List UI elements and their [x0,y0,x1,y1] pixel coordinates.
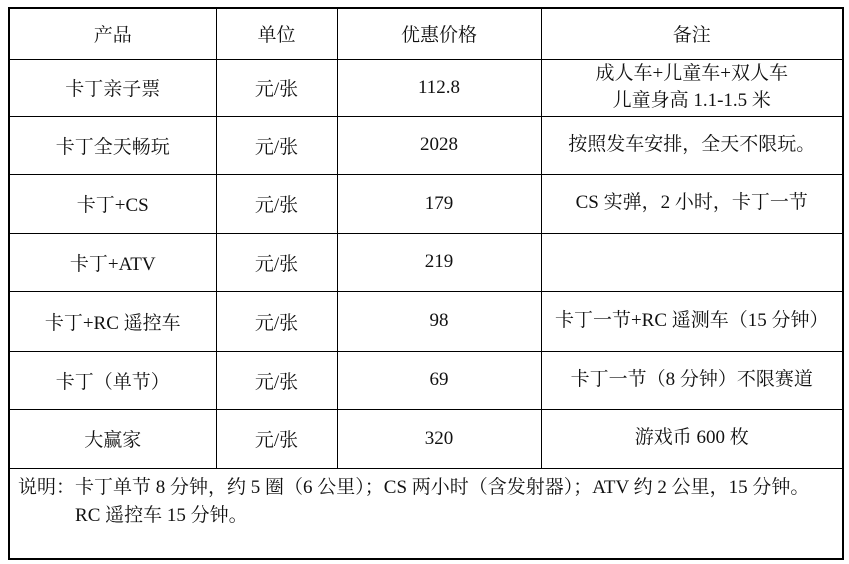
unit-cell: 元/张 [216,409,337,468]
header-note: 备注 [541,8,843,59]
price-table [8,7,844,560]
price-cell: 2028 [337,116,541,174]
table-row [9,409,843,468]
unit-cell: 元/张 [216,351,337,409]
footer-line-1: 卡丁单节 8 分钟，约 5 圈（6 公里）；CS 两小时（含发射器）；ATV 约 2 公里，15 分钟。 [75,476,810,498]
product-cell: 卡丁全天畅玩 [9,116,216,174]
price-cell: 179 [337,174,541,233]
note-cell [541,291,843,351]
price-cell: 112.8 [337,59,541,116]
table-row [9,233,843,291]
unit-cell: 元/张 [216,174,337,233]
table-row [9,174,843,233]
footer-label: 说明： [18,476,76,498]
header-row [9,8,843,59]
note-line: 游戏币 600 枚 [634,427,749,449]
header-price: 优惠价格 [337,8,541,59]
note-cell [541,351,843,409]
unit-cell: 元/张 [216,233,337,291]
note-cell [541,233,843,291]
note-line: 按照发车安排，全天不限玩。 [568,133,816,155]
unit-cell: 元/张 [216,59,337,116]
note-cell [541,409,843,468]
product-cell: 卡丁+CS [9,174,216,233]
note-line: CS 实弹，2 小时，卡丁一节 [575,192,808,214]
note-line: 成人车+儿童车+双人车 [595,62,788,84]
note-line: 儿童身高 1.1-1.5 米 [612,89,771,111]
header-product: 产品 [9,8,216,59]
price-cell: 320 [337,409,541,468]
table-row [9,351,843,409]
table-row [9,59,843,116]
unit-cell: 元/张 [216,291,337,351]
footer-note-cell [9,468,843,559]
note-line: 卡丁一节（8 分钟）不限赛道 [570,368,813,390]
table-row [9,291,843,351]
product-cell: 卡丁+ATV [9,233,216,291]
product-cell: 卡丁亲子票 [9,59,216,116]
table-row [9,116,843,174]
price-cell: 98 [337,291,541,351]
unit-cell: 元/张 [216,116,337,174]
note-cell [541,174,843,233]
price-cell: 219 [337,233,541,291]
product-cell: 卡丁+RC 遥控车 [9,291,216,351]
note-cell [541,59,843,116]
product-cell: 卡丁（单节） [9,351,216,409]
footer-line-2: RC 遥控车 15 分钟。 [75,505,248,526]
footer-lines [75,474,809,531]
product-cell: 大赢家 [9,409,216,468]
note-line: 卡丁一节+RC 遥测车（15 分钟） [554,309,829,331]
footer-row [9,468,843,559]
note-cell [541,116,843,174]
price-cell: 69 [337,351,541,409]
header-unit: 单位 [216,8,337,59]
